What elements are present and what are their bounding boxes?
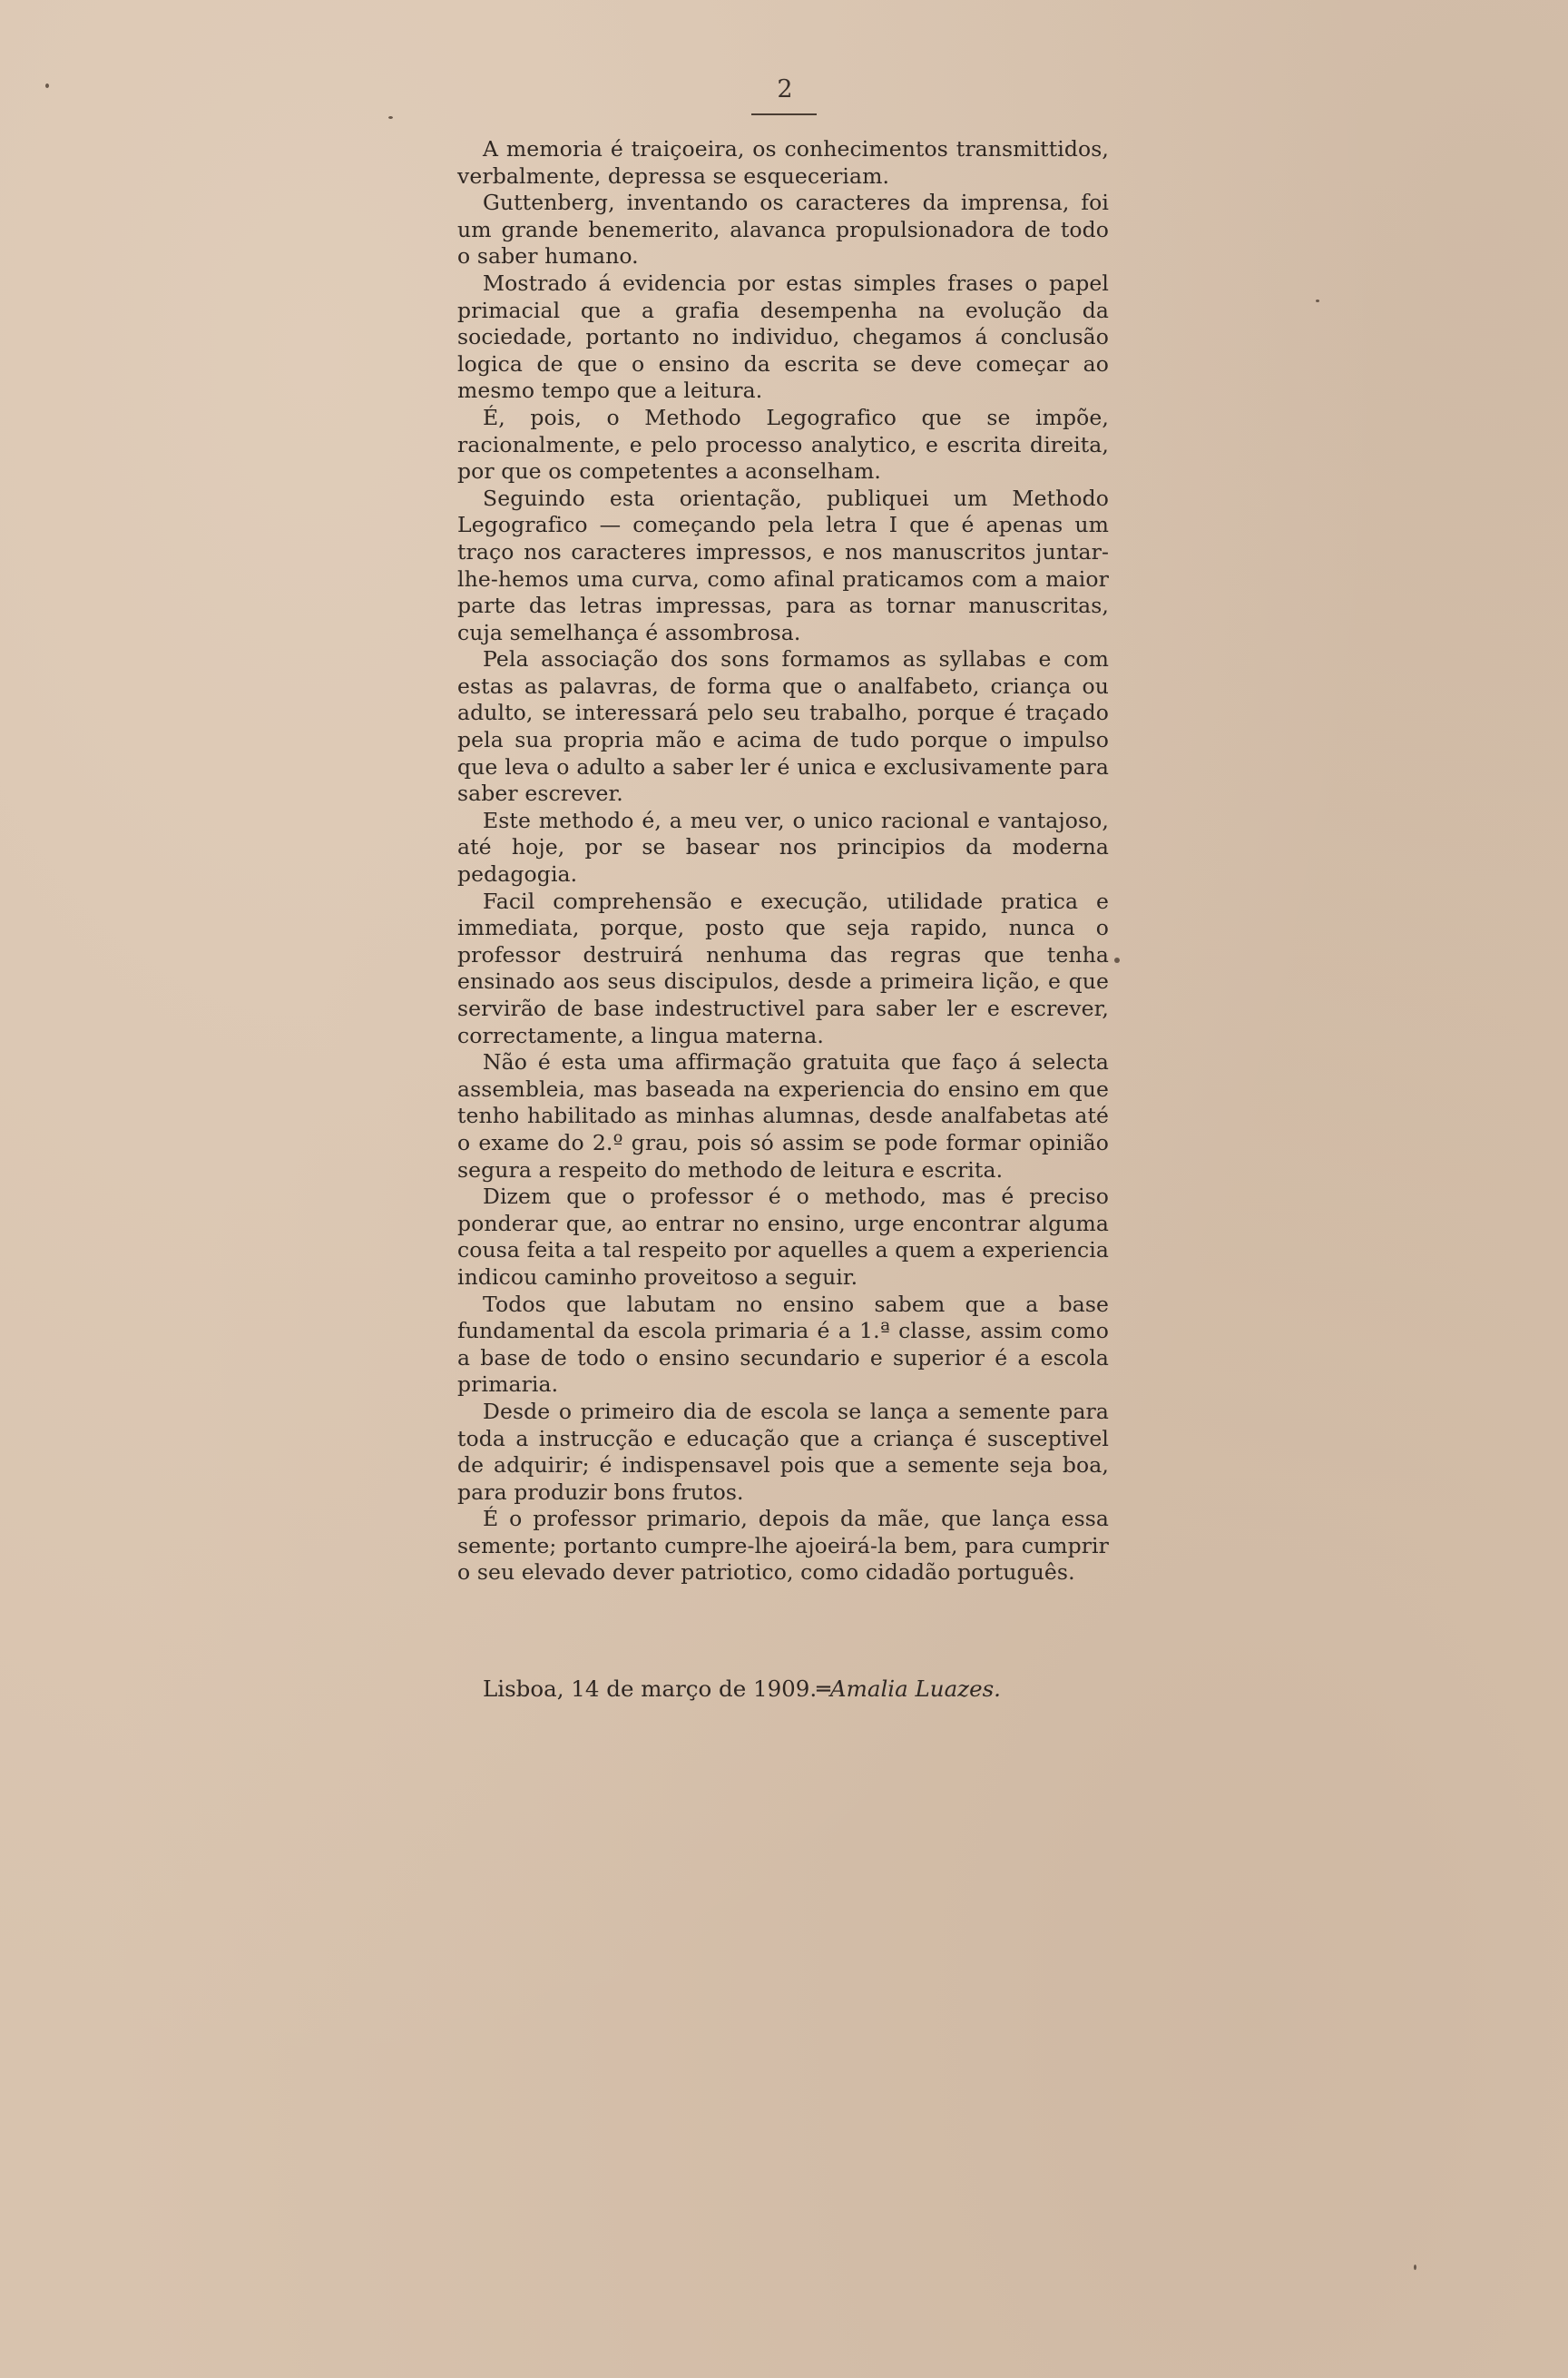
signature-line [483, 1675, 1118, 1703]
paragraph: É o professor primario, depois da mãe, que lança essa semente; portanto cumpre-lhe ajoeirá-la bem, para cumprir o seu elevado dever patriotico, como cidadão português. [457, 1506, 1109, 1586]
page-number-rule [751, 113, 817, 115]
paragraph: Este methodo é, a meu ver, o unico racional e vantajoso, até hoje, por se basear nos principios da moderna pedagogia. [457, 807, 1109, 888]
paper-speck [388, 116, 393, 119]
body-text [457, 136, 1109, 1587]
paragraph: É, pois, o Methodo Legografico que se impõe, racionalmente, e pelo processo analytico, e escrita direita, por que os competentes a aconselham. [457, 404, 1109, 485]
paragraph: Mostrado á evidencia por estas simples frases o papel primacial que a grafia desempenha na evolução da sociedade, portanto no individuo, chegamos á conclusão logica de que o ensino da escrita se deve começar ao mesmo tempo que a leitura. [457, 270, 1109, 404]
paper-speck [1114, 958, 1120, 963]
paragraph: Facil comprehensão e execução, utilidade pratica e immediata, porque, posto que seja rapido, nunca o professor destruirá nenhuma das regras que tenha ensinado aos seus discipulos, desde a primeira lição, e que servirão de base indestructivel para saber ler e escrever, correctamente, a lingua materna. [457, 888, 1109, 1048]
paper-speck [1316, 300, 1319, 302]
paragraph: Não é esta uma affirmação gratuita que faço á selecta assembleia, mas baseada na experiencia do ensino em que tenho habilitado as minhas alumnas, desde analfabetas até o exame do 2.º grau, pois só assim se pode formar opinião segura a respeito do methodo de leitura e escrita. [457, 1049, 1109, 1183]
paper-speck [45, 84, 49, 88]
paragraph: Guttenberg, inventando os caracteres da imprensa, foi um grande benemerito, alavanca propulsionadora de todo o saber humano. [457, 190, 1109, 270]
signature-place-date: Lisboa, 14 de março de 1909. [483, 1675, 818, 1702]
paragraph: Dizem que o professor é o methodo, mas é preciso ponderar que, ao entrar no ensino, urge encontrar alguma cousa feita a tal respeito por aquelles a quem a experiencia indicou caminho proveitoso a seguir. [457, 1184, 1109, 1290]
paragraph: Desde o primeiro dia de escola se lança a semente para toda a instrucção e educação que a criança é susceptivel de adquirir; é indispensavel pois que a semente seja boa, para produzir bons frutos. [457, 1398, 1109, 1505]
paragraph: Pela associação dos sons formamos as syllabas e com estas as palavras, de forma que o analfabeto, criança ou adulto, se interessará pelo seu trabalho, porque é traçado pela sua propria mão e acima de tudo porque o impulso que leva o adulto a saber ler é unica e exclusivamente para saber escrever. [457, 646, 1109, 807]
page-number: 2 [777, 75, 793, 103]
signature-author: Amalia Luazes. [829, 1675, 1001, 1702]
paragraph: A memoria é traiçoeira, os conhecimentos transmittidos, verbalmente, depressa se esqueceriam. [457, 136, 1109, 189]
paper-speck [1414, 2265, 1416, 2270]
signature-separator: ═ [817, 1675, 830, 1702]
paragraph: Seguindo esta orientação, publiquei um Methodo Legografico — começando pela letra I que é apenas um traço nos caracteres impressos, e nos manuscritos juntar-lhe-hemos uma curva, como afinal praticamos com a maior parte das letras impressas, para as tornar manuscritas, cuja semelhança é assombrosa. [457, 485, 1109, 645]
paragraph: Todos que labutam no ensino sabem que a base fundamental da escola primaria é a 1.ª classe, assim como a base de todo o ensino secundario e superior é a escola primaria. [457, 1291, 1109, 1398]
